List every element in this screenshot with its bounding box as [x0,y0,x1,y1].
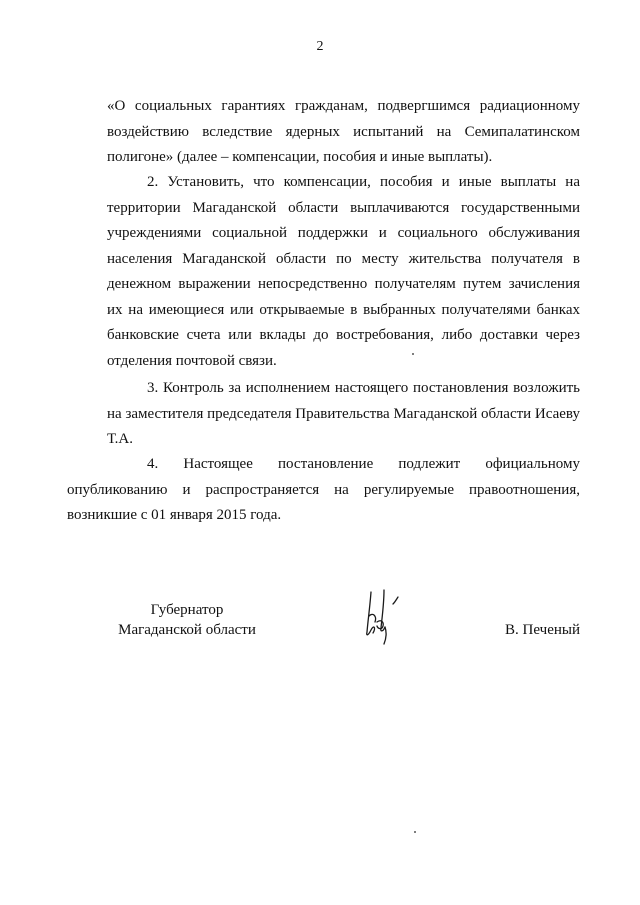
paragraph-4-rest: опубликованию и распространяется на регулируемые правоотношения, возникшие с 01 января 2015 года. [67,481,580,523]
signatory-name: В. Печеный [505,622,580,638]
scan-speck [414,831,416,833]
signature-block [0,600,640,660]
page-number: 2 [316,39,324,54]
paragraph-2: 2. Установить, что компенсации, пособия и иные выплаты на территории Магаданской области выплачиваются государственными учреждениями социальной поддержки и социального обслуживания населения Магаданской области по месту жительства получателя в денежном выражении непосредственно получателям путем зачисления их на имеющиеся или открываемые в выбранных получателями банках банковские счета или вклады до востребования, либо доставки через отделения почтовой связи. [107,174,580,369]
scan-speck [412,353,414,355]
handwritten-signature [362,586,410,648]
paragraph-4-line-1: 4. Настоящее постановление подлежит официальному [147,456,580,472]
paragraph-1: «О социальных гарантиях гражданам, подвергшимся радиационному воздействию вследствие ядерных испытаний на Семипалатинском полигоне» (далее – компенсации, пособия и иные выплаты). [107,98,580,165]
paragraph-3: 3. Контроль за исполнением настоящего постановления возложить на заместителя председателя Правительства Магаданской области Исаеву Т.А. [107,380,580,447]
signatory-title-line-1: Губернатор [150,602,224,618]
paragraph-4 [67,452,580,529]
signatory-title-line-2: Магаданской области [118,622,256,638]
signatory-title [107,600,267,640]
